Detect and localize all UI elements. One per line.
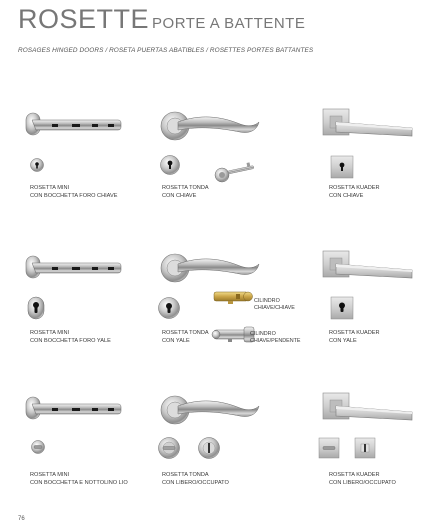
mini-handle-image bbox=[22, 112, 122, 137]
round-indicator-image bbox=[198, 437, 220, 459]
round-rose-handle-image bbox=[160, 108, 260, 144]
key-image bbox=[214, 165, 258, 183]
round-rose-handle-image bbox=[160, 392, 260, 428]
caption-rosetta-tonda-2: ROSETTA TONDA CON YALE bbox=[162, 330, 209, 344]
round-thumbturn-image bbox=[158, 437, 180, 459]
thumbturn-escutcheon-image bbox=[30, 440, 46, 454]
title-rest: PORTE A BATTENTE bbox=[152, 15, 306, 32]
caption-rosetta-kuader-2: ROSETTA KUADER CON YALE bbox=[329, 330, 380, 344]
page-subtitle: ROSAGES HINGED DOORS / ROSETA PUERTAS ABATIBLES / ROSETTES PORTES BATTANTES bbox=[18, 47, 314, 54]
round-yale-escutcheon-image bbox=[158, 297, 180, 319]
kuader-handle-image bbox=[322, 392, 414, 430]
page-title bbox=[18, 6, 305, 33]
title-main: ROSETTE bbox=[18, 4, 150, 34]
caption-rosetta-kuader-1: ROSETTA KUADER CON CHIAVE bbox=[329, 185, 380, 199]
caption-rosetta-tonda-1: ROSETTA TONDA CON CHIAVE bbox=[162, 185, 209, 199]
square-yale-escutcheon-image bbox=[330, 296, 354, 320]
cylinder-key-key-image bbox=[212, 289, 254, 305]
caption-rosetta-kuader-3: ROSETTA KUADER CON LIBERO/OCCUPATO bbox=[329, 472, 396, 486]
page-number: 76 bbox=[18, 516, 25, 522]
square-indicator-image bbox=[354, 437, 376, 459]
square-keyhole-escutcheon-image bbox=[330, 155, 354, 179]
round-rose-handle-image bbox=[160, 250, 260, 286]
caption-rosetta-mini-1: ROSETTA MINI CON BOCCHETTA FORO CHIAVE bbox=[30, 185, 118, 199]
round-keyhole-escutcheon-image bbox=[160, 155, 180, 175]
caption-rosetta-tonda-3: ROSETTA TONDA CON LIBERO/OCCUPATO bbox=[162, 472, 229, 486]
caption-rosetta-mini-2: ROSETTA MINI CON BOCCHETTA FORO YALE bbox=[30, 330, 111, 344]
mini-handle-image bbox=[22, 396, 122, 421]
yale-escutcheon-image bbox=[27, 296, 45, 320]
label-cilindro-chiave-pendente: CILINDRO CHIAVE/PENDENTE bbox=[250, 331, 301, 344]
caption-rosetta-mini-3: ROSETTA MINI CON BOCCHETTA E NOTTOLINO LIO bbox=[30, 472, 128, 486]
keyhole-escutcheon-image bbox=[30, 158, 44, 172]
label-cilindro-chiave-chiave: CILINDRO CHIAVE/CHIAVE bbox=[254, 298, 295, 311]
mini-handle-image bbox=[22, 255, 122, 280]
square-thumbturn-image bbox=[318, 437, 340, 459]
kuader-handle-image bbox=[322, 250, 414, 288]
page-header bbox=[18, 6, 305, 33]
kuader-handle-image bbox=[322, 108, 414, 146]
